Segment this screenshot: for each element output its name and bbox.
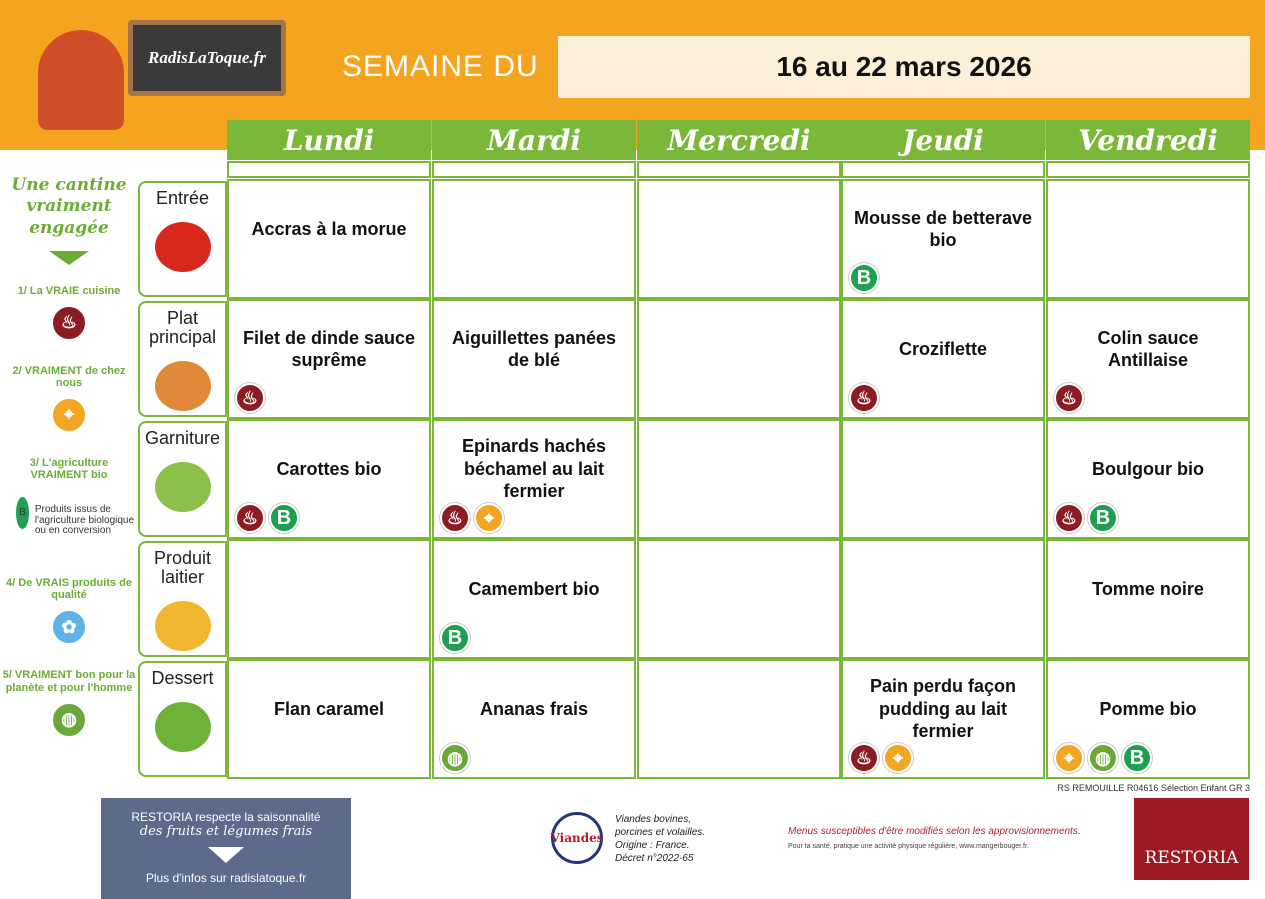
organic-bio-icon: B <box>1122 743 1152 773</box>
dish-name: Carottes bio <box>276 458 382 479</box>
cooking-pot-icon: ♨ <box>235 503 265 533</box>
dish-labels <box>440 623 470 653</box>
seasonality-banner[interactable] <box>101 798 351 899</box>
dish-name: Croziflette <box>898 338 987 359</box>
category-food-image <box>155 702 211 752</box>
dish-labels <box>849 743 913 773</box>
planet-hands-icon: ◍ <box>1088 743 1118 773</box>
menu-cell[interactable] <box>841 539 1045 659</box>
menu-cell[interactable] <box>227 179 431 299</box>
dish-labels <box>440 743 470 773</box>
dish-name: Pomme bio <box>1099 698 1197 719</box>
legend-item <box>0 457 138 555</box>
category-2 <box>138 421 227 537</box>
day-subheader <box>841 161 1045 178</box>
day-header-mercredi: Mercredi <box>637 120 841 160</box>
organic-bio-icon: B <box>269 503 299 533</box>
dish-name: Filet de dinde sauce suprême <box>242 327 416 370</box>
menu-cell[interactable] <box>227 299 431 419</box>
cooking-pot-icon: ♨ <box>51 305 87 341</box>
category-food-image <box>155 601 211 651</box>
category-3 <box>138 541 227 657</box>
category-4 <box>138 661 227 777</box>
day-subheader <box>1046 161 1250 178</box>
restoria-logo: RESTORIA <box>1134 798 1249 880</box>
day-subheader <box>227 161 431 178</box>
vf-line: Décret n°2022-65 <box>615 853 694 864</box>
category-label: Garniture <box>144 428 221 448</box>
down-arrow-icon <box>49 251 89 265</box>
down-arrow-icon <box>208 847 244 863</box>
legend-bio-note: Produits issus de l'agriculture biologique ou en conversion <box>34 504 135 537</box>
menu-cell[interactable] <box>1046 179 1250 299</box>
menu-cell[interactable] <box>637 419 841 539</box>
day-header-lundi: Lundi <box>227 120 431 160</box>
local-farm-icon: ⌖ <box>474 503 504 533</box>
meat-origin-note <box>615 813 705 865</box>
category-food-image <box>155 222 211 272</box>
day-subheader <box>432 161 636 178</box>
dish-labels <box>1054 383 1084 413</box>
week-date-range: 16 au 22 mars 2026 <box>558 36 1250 98</box>
dish-labels <box>1054 743 1152 773</box>
menu-cell[interactable] <box>637 299 841 419</box>
dish-labels <box>1054 503 1118 533</box>
menu-cell[interactable] <box>637 659 841 779</box>
vf-line: Origine : France. <box>615 840 690 851</box>
dish-labels <box>235 503 299 533</box>
week-label: SEMAINE DU <box>342 50 539 83</box>
cooking-pot-icon: ♨ <box>1054 503 1084 533</box>
dish-labels <box>235 383 265 413</box>
cooking-pot-icon: ♨ <box>235 383 265 413</box>
legend-bio-row <box>14 487 138 555</box>
legend-item-label: 5/ VRAIMENT bon pour la planète et pour l'homme <box>2 669 136 694</box>
organic-bio-icon: B <box>14 495 31 531</box>
legend-item <box>0 365 138 433</box>
menu-cell[interactable] <box>1046 539 1250 659</box>
menu-cell[interactable] <box>1046 419 1250 539</box>
radislatoque-logo[interactable]: RadisLaToque.fr <box>128 20 286 96</box>
day-subheader <box>637 161 841 178</box>
day-header-mardi: Mardi <box>432 120 636 160</box>
planet-hands-icon: ◍ <box>440 743 470 773</box>
legend-title: Une cantine vraiment engagée <box>11 175 127 238</box>
dish-name: Aiguillettes panées de blé <box>451 327 617 370</box>
dish-name: Colin sauce Antillaise <box>1097 327 1199 370</box>
category-label: Produit laitier <box>153 548 212 587</box>
menu-cell[interactable] <box>637 539 841 659</box>
legend-item <box>0 669 138 737</box>
legend-item <box>0 285 138 341</box>
menu-cell[interactable] <box>1046 659 1250 779</box>
local-farm-icon: ⌖ <box>1054 743 1084 773</box>
engagement-legend <box>0 175 138 762</box>
dish-name: Epinards hachés béchamel au lait fermier <box>461 436 607 502</box>
seasonality-line-1: RESTORIA respecte la saisonnalité <box>131 810 321 824</box>
local-farm-icon: ⌖ <box>51 397 87 433</box>
day-header-vendredi: Vendredi <box>1046 120 1250 160</box>
more-info-link[interactable]: Plus d'infos sur radislatoque.fr <box>145 871 307 885</box>
menu-cell[interactable] <box>432 179 636 299</box>
menu-change-note: Menus susceptibles d'être modifiés selon les approvisionnements. <box>788 826 1081 837</box>
dish-name: Boulgour bio <box>1092 458 1204 479</box>
cooking-pot-icon: ♨ <box>849 743 879 773</box>
day-header-jeudi: Jeudi <box>841 120 1045 160</box>
legend-item-label: 2/ VRAIMENT de chez nous <box>12 364 126 389</box>
organic-bio-icon: B <box>1088 503 1118 533</box>
organic-bio-icon: B <box>849 263 879 293</box>
organic-bio-icon: B <box>440 623 470 653</box>
legend-item <box>0 577 138 645</box>
dish-name: Tomme noire <box>1092 578 1204 599</box>
legend-item-label: 4/ De VRAIS produits de qualité <box>6 577 132 602</box>
category-label: Plat principal <box>148 308 217 347</box>
cooking-pot-icon: ♨ <box>440 503 470 533</box>
category-0 <box>138 181 227 297</box>
category-food-image <box>155 462 211 512</box>
menu-cell[interactable] <box>1046 299 1250 419</box>
dish-name: Accras à la morue <box>251 218 407 239</box>
menu-cell[interactable] <box>841 419 1045 539</box>
legend-item-label: 1/ La VRAIE cuisine <box>17 284 121 297</box>
menu-cell[interactable] <box>637 179 841 299</box>
vf-line: porcines et volailles. <box>615 827 706 838</box>
dish-name: Flan caramel <box>273 698 385 719</box>
menu-cell[interactable] <box>227 419 431 539</box>
menu-cell[interactable] <box>841 659 1045 779</box>
planet-hands-icon: ◍ <box>51 702 87 738</box>
health-note: Pour ta santé, pratique une activité physique régulière, www.mangerbouger.fr. <box>788 843 1029 850</box>
chef-mascot-illustration <box>38 30 124 130</box>
dish-labels <box>849 263 879 293</box>
viandes-francaises-logo: Viandes <box>551 812 603 864</box>
seasonality-line-2: des fruits et légumes frais <box>139 824 313 839</box>
dish-name: Pain perdu façon pudding au lait fermier <box>869 676 1017 742</box>
category-label: Entrée <box>155 188 210 208</box>
dish-name: Ananas frais <box>479 698 589 719</box>
category-food-image <box>155 361 211 411</box>
dish-labels <box>440 503 504 533</box>
menu-cell[interactable] <box>432 659 636 779</box>
menu-reference: RS REMOUILLE R04616 Sélection Enfant GR 3 <box>1057 783 1250 793</box>
quality-rosette-icon: ✿ <box>51 609 87 645</box>
menu-cell[interactable] <box>432 539 636 659</box>
menu-cell[interactable] <box>227 659 431 779</box>
menu-cell[interactable] <box>432 299 636 419</box>
dish-name: Camembert bio <box>468 578 600 599</box>
menu-cell[interactable] <box>841 179 1045 299</box>
legend-item-label: 3/ L'agriculture VRAIMENT bio <box>29 457 109 482</box>
menu-cell[interactable] <box>432 419 636 539</box>
local-farm-icon: ⌖ <box>883 743 913 773</box>
cooking-pot-icon: ♨ <box>849 383 879 413</box>
menu-cell[interactable] <box>841 299 1045 419</box>
cooking-pot-icon: ♨ <box>1054 383 1084 413</box>
dish-labels <box>849 383 879 413</box>
dish-name: Mousse de betterave bio <box>853 207 1033 250</box>
menu-cell[interactable] <box>227 539 431 659</box>
category-label: Dessert <box>151 668 214 688</box>
vf-line: Viandes bovines, <box>615 814 691 825</box>
category-1 <box>138 301 227 417</box>
